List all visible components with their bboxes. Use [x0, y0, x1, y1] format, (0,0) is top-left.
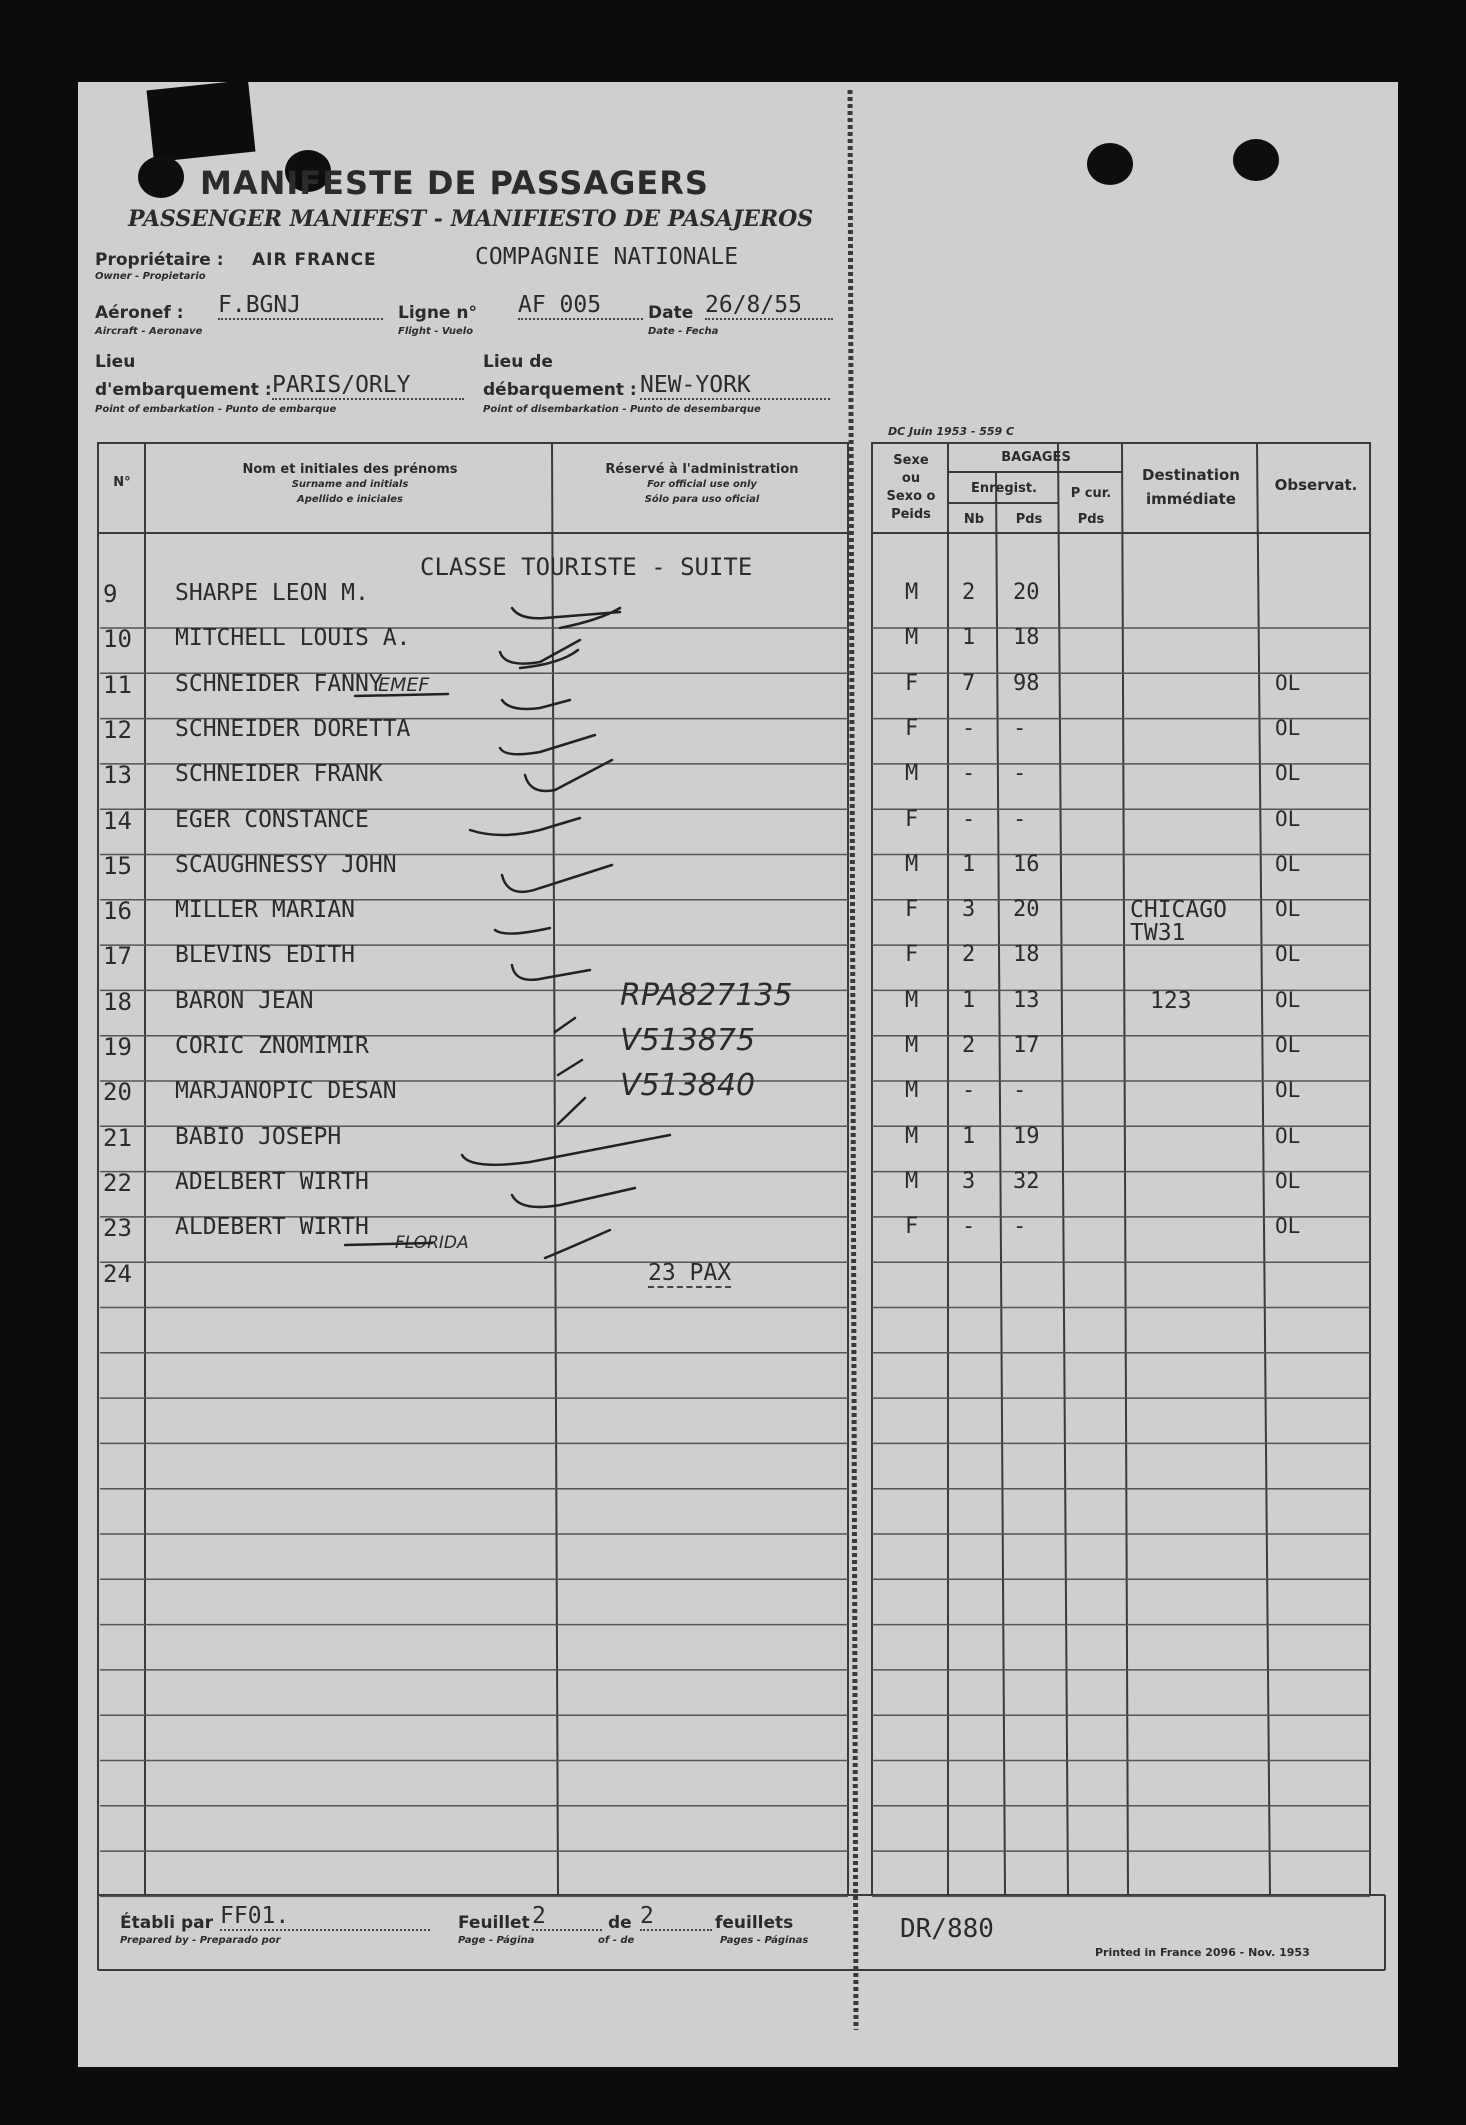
baggage-weight: 13: [1013, 987, 1040, 1013]
passenger-sex: M: [905, 580, 919, 605]
form-code: DC Juin 1953 - 559 C: [888, 425, 1015, 438]
baggage-weight: 18: [1013, 625, 1040, 651]
col-header-name-text: Nom et initiales des prénoms: [242, 462, 458, 477]
printed-note: Printed in France 2096 - Nov. 1953: [1095, 1946, 1310, 1959]
owner-label: Propriétaire :: [95, 250, 224, 270]
col-header-sex-2: ou: [901, 471, 921, 486]
sheets-sublabel: Pages - Páginas: [720, 1935, 809, 1946]
passenger-sex: M: [905, 1078, 919, 1104]
flight-sublabel: Flight - Vuelo: [398, 326, 474, 337]
passenger-sex: M: [905, 761, 919, 787]
observation: OL: [1275, 851, 1301, 876]
passenger-name: BABIO JOSEPH: [175, 1123, 342, 1150]
sheet-label: Feuillet: [458, 1913, 530, 1933]
row-number: 9: [103, 580, 118, 608]
col-header-registered: Enregist.: [970, 481, 1037, 496]
col-header-cabin-pds: Pds: [1077, 512, 1105, 527]
flight-value: AF 005: [518, 292, 643, 320]
sheets-label: feuillets: [715, 1913, 794, 1933]
passenger-name: SCHNEIDER FANNY: [175, 670, 383, 697]
baggage-count: -: [962, 715, 976, 741]
col-header-cabin: P cur.: [1070, 486, 1112, 501]
observation: OL: [1275, 761, 1301, 786]
passenger-name: SCHNEIDER DORETTA: [175, 715, 411, 742]
passenger-sex: F: [905, 670, 919, 696]
observation: OL: [1275, 987, 1301, 1012]
row-number: 13: [103, 761, 132, 790]
passenger-name: SCHNEIDER FRANK: [175, 761, 383, 788]
passenger-sex: M: [905, 1033, 919, 1058]
row-number: 15: [103, 851, 132, 880]
col-header-destination-2: immédiate: [1146, 490, 1236, 508]
admin-note: 23 PAX: [648, 1259, 732, 1286]
passenger-sex: F: [905, 715, 919, 741]
disembark-label-2: débarquement :: [483, 380, 637, 400]
baggage-weight: 32: [1013, 1168, 1040, 1194]
disembark-value: NEW-YORK: [640, 372, 830, 400]
passenger-name: ALDEBERT WIRTH: [175, 1214, 369, 1241]
passenger-name: SCAUGHNESSY JOHN: [175, 851, 397, 878]
observation: OL: [1275, 1168, 1301, 1193]
prepared-label: Établi par: [120, 1913, 213, 1933]
row-number: 16: [103, 897, 132, 926]
observation: OL: [1275, 670, 1301, 695]
row11-correction: EMEF: [378, 674, 430, 696]
passenger-sex: F: [905, 897, 919, 923]
passenger-sex: M: [905, 1123, 919, 1149]
row-number: 17: [103, 942, 132, 971]
embark-sublabel: Point of embarkation - Punto de embarque: [95, 404, 337, 415]
observation: OL: [1275, 1123, 1301, 1148]
aircraft-sublabel: Aircraft - Aeronave: [95, 326, 203, 337]
baggage-count: 1: [962, 625, 976, 651]
document-reference: DR/880: [900, 1914, 994, 1944]
row-number: 21: [103, 1123, 132, 1152]
baggage-count: 7: [962, 670, 976, 696]
baggage-count: 1: [962, 987, 976, 1013]
admin-note: V513840: [620, 1068, 756, 1104]
baggage-count: 1: [962, 1123, 976, 1149]
row-number: 14: [103, 806, 132, 835]
of-value: 2: [640, 1903, 712, 1931]
baggage-count: -: [962, 1214, 976, 1240]
prepared-sublabel: Prepared by - Preparado por: [120, 1935, 281, 1946]
col-header-admin-text: Réservé à l'administration: [605, 462, 799, 477]
section-title: CLASSE TOURISTE - SUITE: [420, 553, 753, 581]
col-header-admin-sub1: For official use only: [647, 479, 757, 490]
passenger-sex: F: [905, 1214, 919, 1240]
destination: CHICAGO: [1130, 897, 1227, 924]
col-header-observ: Observat.: [1274, 476, 1358, 494]
baggage-count: -: [962, 761, 976, 787]
flight-label: Ligne n°: [398, 303, 477, 323]
baggage-weight: -: [1013, 1214, 1027, 1240]
date-sublabel: Date - Fecha: [648, 326, 719, 337]
col-header-pds: Pds: [1015, 512, 1043, 527]
row-number: 24: [103, 1259, 132, 1288]
destination: 123: [1150, 987, 1192, 1014]
baggage-weight: -: [1013, 761, 1027, 787]
row-number: 19: [103, 1033, 132, 1061]
passenger-name: MILLER MARIAN: [175, 897, 356, 924]
row-number: 20: [103, 1078, 132, 1107]
baggage-count: 1: [962, 851, 976, 877]
baggage-weight: 17: [1013, 1033, 1040, 1058]
passenger-sex: M: [905, 625, 919, 651]
row-number: 23: [103, 1214, 132, 1243]
passenger-sex: M: [905, 987, 919, 1013]
baggage-weight: -: [1013, 715, 1027, 741]
col-header-nb: Nb: [963, 512, 985, 527]
passenger-name: SHARPE LEON M.: [175, 580, 369, 606]
aircraft-label: Aéronef :: [95, 303, 184, 323]
col-header-no: N°: [113, 475, 131, 490]
disembark-label-1: Lieu de: [483, 352, 553, 372]
observation: OL: [1275, 1078, 1301, 1103]
row-number: 22: [103, 1168, 132, 1197]
of-sublabel: of - de: [598, 1935, 635, 1946]
observation: OL: [1275, 715, 1301, 740]
manifest-subtitle: PASSENGER MANIFEST - MANIFIESTO DE PASAJEROS: [128, 206, 814, 232]
baggage-weight: -: [1013, 1078, 1027, 1104]
baggage-weight: 18: [1013, 942, 1040, 968]
row-number: 12: [103, 715, 132, 744]
passenger-name: CORIC ZNOMIMIR: [175, 1033, 369, 1059]
observation: OL: [1275, 942, 1301, 967]
passenger-name: BLEVINS EDITH: [175, 942, 356, 969]
passenger-sex: M: [905, 1168, 919, 1194]
row23-correction: FLORIDA: [395, 1233, 469, 1253]
baggage-weight: 16: [1013, 851, 1040, 877]
baggage-weight: 19: [1013, 1123, 1040, 1149]
sheet-value: 2: [532, 1903, 602, 1931]
baggage-weight: 20: [1013, 897, 1040, 923]
of-label: de: [608, 1913, 632, 1933]
baggage-count: 2: [962, 1033, 976, 1058]
passenger-name: MARJANOPIC DESAN: [175, 1078, 397, 1105]
observation: OL: [1275, 1214, 1301, 1239]
date-value: 26/8/55: [705, 292, 833, 320]
passenger-sex: F: [905, 806, 919, 832]
embark-value: PARIS/ORLY: [272, 372, 464, 400]
passenger-name: EGER CONSTANCE: [175, 806, 369, 833]
row-number: 18: [103, 987, 132, 1016]
sheet-sublabel: Page - Página: [458, 1935, 535, 1946]
baggage-count: 3: [962, 1168, 976, 1194]
baggage-count: 2: [962, 580, 976, 605]
baggage-count: 3: [962, 897, 976, 923]
col-header-admin-sub2: Sólo para uso oficial: [644, 494, 760, 505]
baggage-count: 2: [962, 942, 976, 968]
col-header-sex-4: Peids: [891, 507, 931, 522]
passenger-name: MITCHELL LOUIS A.: [175, 625, 411, 652]
baggage-weight: 98: [1013, 670, 1040, 696]
col-header-baggage: BAGAGES: [1001, 450, 1071, 465]
prepared-value: FF01.: [220, 1903, 430, 1931]
aircraft-value: F.BGNJ: [218, 292, 383, 320]
owner-value: AIR FRANCE: [252, 250, 377, 270]
col-header-sex-3: Sexo o: [886, 489, 936, 504]
manifest-title: MANIFESTE DE PASSAGERS: [200, 164, 709, 202]
col-header-name-sub1: Surname and initials: [291, 479, 409, 490]
baggage-count: -: [962, 806, 976, 832]
passenger-name: BARON JEAN: [175, 987, 314, 1014]
owner-typed: COMPAGNIE NATIONALE: [475, 244, 739, 270]
col-header-sex-1: Sexe: [893, 453, 929, 468]
disembark-sublabel: Point of disembarkation - Punto de desembarque: [483, 404, 761, 415]
embark-label-2: d'embarquement :: [95, 380, 272, 400]
observation: OL: [1275, 897, 1301, 922]
date-label: Date: [648, 303, 694, 323]
observation: OL: [1275, 806, 1301, 831]
baggage-count: -: [962, 1078, 976, 1104]
row-number: 10: [103, 625, 132, 654]
col-header-name-sub2: Apellido e iniciales: [297, 494, 403, 505]
admin-note: V513875: [620, 1023, 756, 1058]
admin-note: RPA827135: [620, 977, 793, 1013]
observation: OL: [1275, 1033, 1301, 1057]
embark-label-1: Lieu: [95, 352, 136, 372]
passenger-name: ADELBERT WIRTH: [175, 1168, 369, 1195]
passenger-sex: M: [905, 851, 919, 877]
owner-sublabel: Owner - Propietario: [95, 271, 206, 282]
col-header-destination-1: Destination: [1142, 466, 1240, 484]
baggage-weight: 20: [1013, 580, 1040, 605]
passenger-sex: F: [905, 942, 919, 968]
destination: TW31: [1130, 920, 1186, 947]
row-number: 11: [103, 670, 132, 699]
baggage-weight: -: [1013, 806, 1027, 832]
